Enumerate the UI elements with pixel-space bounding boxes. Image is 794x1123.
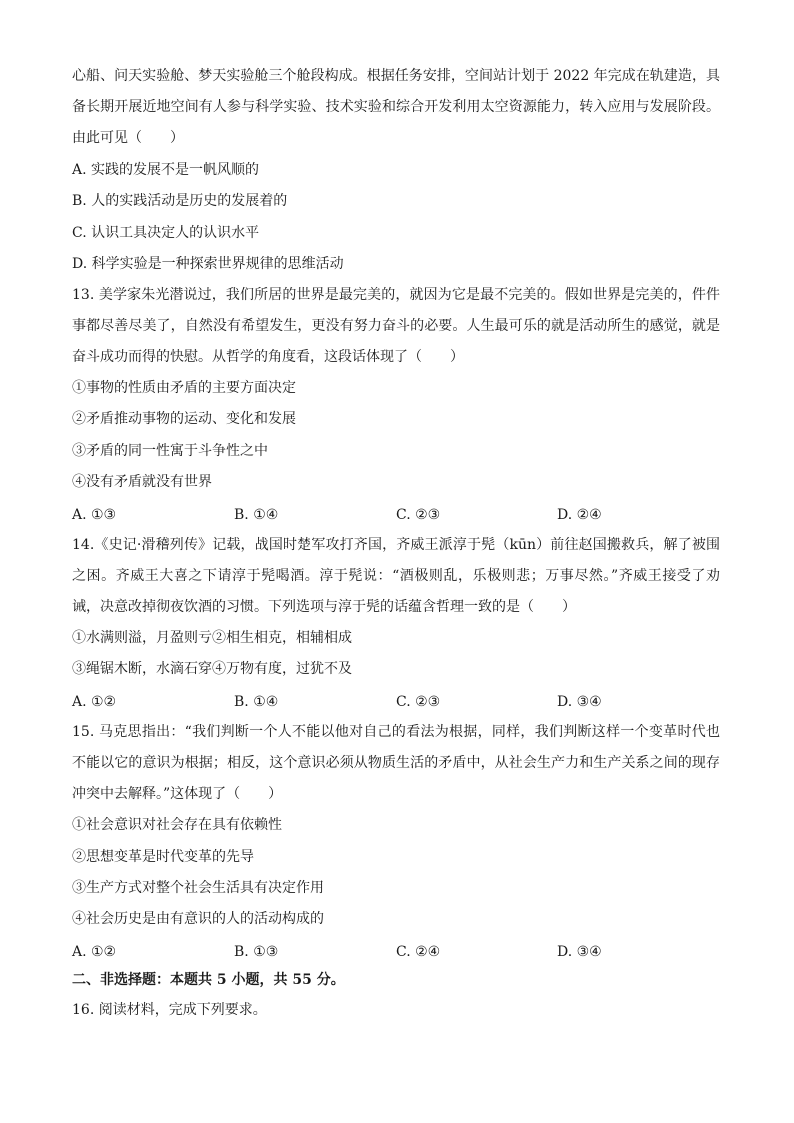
q15-choice-c: C. ②④ [396, 944, 441, 960]
q13-item-1: ①事物的性质由矛盾的主要方面决定 [72, 380, 296, 396]
q14-item-2: ③绳锯木断，水滴石穿④万物有度，过犹不及 [72, 661, 352, 677]
q12-line-2: 备长期开展近地空间有人参与科学实验、技术实验和综合开发利用太空资源能力，转入应用与发展阶段。 [72, 99, 720, 115]
q15-line-3: 冲突中去解释。”这体现了（ ） [72, 786, 283, 802]
q12-option-a: A. 实践的发展不是一帆风顺的 [72, 162, 260, 178]
q14-choice-b: B. ①④ [234, 694, 279, 710]
q15-line-1: 15. 马克思指出：“我们判断一个人不能以他对自己的看法为根据，同样，我们判断这样一个变革时代也 [72, 724, 720, 740]
q15-choice-d: D. ③④ [557, 944, 602, 960]
q12-line-1: 心船、问天实验舱、梦天实验舱三个舱段构成。根据任务安排，空间站计划于 2022 年完成在轨建造，具 [72, 68, 720, 84]
q13-line-2: 事都尽善尽美了，自然没有希望发生，更没有努力奋斗的必要。人生最可乐的就是活动所生的感觉，就是 [72, 318, 720, 334]
q15-item-1: ①社会意识对社会存在具有依赖性 [72, 817, 282, 833]
q14-choice-c: C. ②③ [396, 694, 441, 710]
q14-item-1: ①水满则溢，月盈则亏②相生相克，相辅相成 [72, 630, 352, 646]
q15-choice-a: A. ①② [72, 944, 117, 960]
q15-line-2: 不能以它的意识为根据；相反，这个意识必须从物质生活的矛盾中，从社会生产力和生产关系之间的现存 [72, 755, 720, 771]
q13-choice-c: C. ②③ [396, 507, 441, 523]
q15-item-3: ③生产方式对整个社会生活具有决定作用 [72, 880, 324, 896]
q12-option-c: C. 认识工具决定人的认识水平 [72, 225, 260, 241]
q13-choice-a: A. ①③ [72, 507, 117, 523]
q14-choice-a: A. ①② [72, 694, 117, 710]
q12-line-3: 由此可见（ ） [72, 130, 184, 146]
q13-line-1: 13. 美学家朱光潜说过，我们所居的世界是最完美的，就因为它是最不完美的。假如世界是完美的，件件 [72, 287, 720, 303]
q13-choice-b: B. ①④ [234, 507, 279, 523]
q14-line-1: 14.《史记·滑稽列传》记载，战国时楚军攻打齐国，齐威王派淳于髡（kūn）前往赵国搬救兵，解了被围 [72, 537, 720, 553]
q13-line-3: 奋斗成功而得的快慰。从哲学的角度看，这段话体现了（ ） [72, 349, 464, 365]
q14-choice-d: D. ③④ [557, 694, 602, 710]
q14-line-3: 诫，决意改掉彻夜饮酒的习惯。下列选项与淳于髡的话蕴含哲理一致的是（ ） [72, 599, 576, 615]
q16-prompt: 16. 阅读材料，完成下列要求。 [72, 1002, 267, 1018]
q15-choice-b: B. ①③ [234, 944, 279, 960]
q15-item-4: ④社会历史是由有意识的人的活动构成的 [72, 911, 324, 927]
q15-item-2: ②思想变革是时代变革的先导 [72, 849, 254, 865]
q13-choice-d: D. ②④ [557, 507, 602, 523]
q12-option-d: D. 科学实验是一种探索世界规律的思维活动 [72, 256, 344, 272]
section-2-heading: 二、非选择题：本题共 5 小题，共 55 分。 [72, 972, 345, 988]
q13-item-4: ④没有矛盾就没有世界 [72, 474, 212, 490]
q13-item-2: ②矛盾推动事物的运动、变化和发展 [72, 411, 296, 427]
q12-option-b: B. 人的实践活动是历史的发展着的 [72, 193, 288, 209]
q13-item-3: ③矛盾的同一性寓于斗争性之中 [72, 443, 268, 459]
q14-line-2: 之困。齐威王大喜之下请淳于髡喝酒。淳于髡说：“酒极则乱，乐极则悲；万事尽然。”齐威王接受了劝 [72, 568, 720, 584]
